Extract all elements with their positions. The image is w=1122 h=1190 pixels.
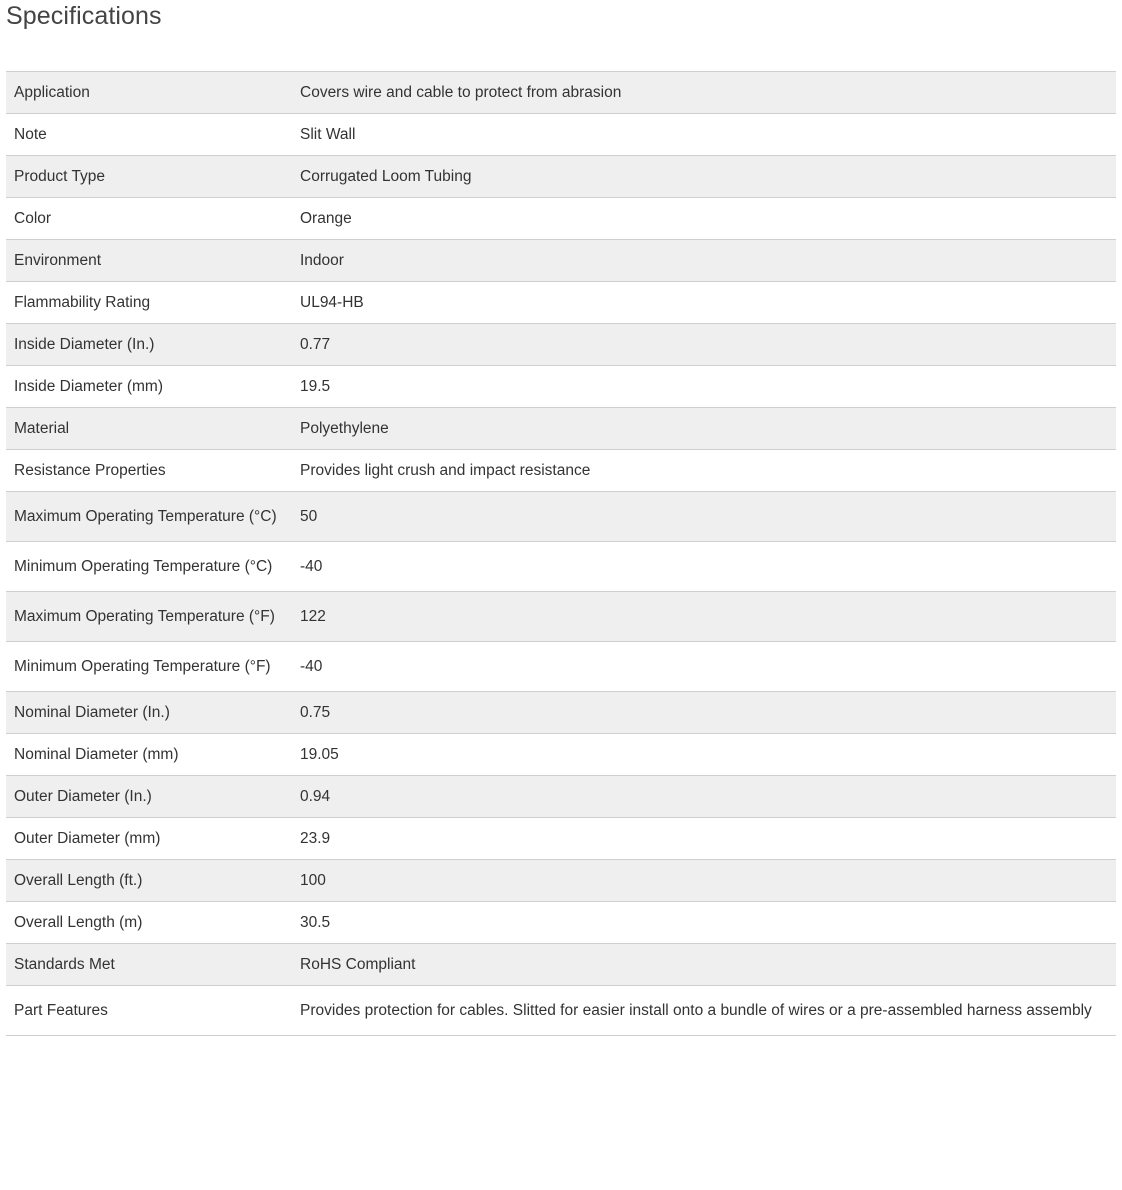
specifications-table [6, 71, 1116, 1036]
spec-value: Provides light crush and impact resistance [300, 462, 591, 479]
table-row [6, 592, 1116, 642]
spec-label: Overall Length (ft.) [14, 872, 143, 889]
table-row [6, 776, 1116, 818]
spec-value: 0.94 [300, 788, 331, 805]
spec-label: Inside Diameter (In.) [14, 336, 155, 353]
page-title: Specifications [6, 2, 162, 30]
spec-label: Outer Diameter (In.) [14, 788, 152, 805]
table-row [6, 944, 1116, 986]
spec-value: 50 [300, 508, 318, 525]
spec-value: UL94-HB [300, 294, 364, 311]
spec-label: Outer Diameter (mm) [14, 830, 161, 847]
spec-label: Inside Diameter (mm) [14, 378, 163, 395]
table-row [6, 366, 1116, 408]
spec-value: Orange [300, 210, 352, 227]
spec-label: Maximum Operating Temperature (°F) [14, 608, 275, 625]
spec-label: Application [14, 84, 90, 101]
spec-value: 0.77 [300, 336, 331, 353]
spec-value: RoHS Compliant [300, 956, 416, 973]
spec-value: 100 [300, 872, 326, 889]
spec-label: Minimum Operating Temperature (°F) [14, 658, 271, 675]
table-row [6, 156, 1116, 198]
spec-label: Part Features [14, 1002, 108, 1019]
table-row [6, 282, 1116, 324]
table-row [6, 860, 1116, 902]
table-row [6, 198, 1116, 240]
spec-label: Material [14, 420, 70, 437]
table-row [6, 450, 1116, 492]
spec-value: Indoor [300, 252, 344, 269]
spec-value: 30.5 [300, 914, 331, 931]
spec-value: 0.75 [300, 704, 331, 721]
table-row [6, 642, 1116, 692]
table-row [6, 902, 1116, 944]
table-row [6, 72, 1116, 114]
spec-label: Nominal Diameter (In.) [14, 704, 170, 721]
table-row [6, 818, 1116, 860]
table-row [6, 240, 1116, 282]
spec-value: 122 [300, 608, 326, 625]
table-row [6, 542, 1116, 592]
spec-value: -40 [300, 558, 323, 575]
table-row [6, 324, 1116, 366]
table-row [6, 408, 1116, 450]
spec-value: Covers wire and cable to protect from abrasion [300, 84, 622, 101]
spec-label: Environment [14, 252, 102, 269]
spec-label: Overall Length (m) [14, 914, 143, 931]
spec-label: Product Type [14, 168, 106, 185]
spec-label: Standards Met [14, 956, 115, 973]
spec-value: Provides protection for cables. Slitted for easier install onto a bundle of wires or a pre-assembled harness assembly [300, 1002, 1092, 1019]
spec-value: Polyethylene [300, 420, 389, 437]
spec-value: -40 [300, 658, 323, 675]
specifications-table-body [6, 72, 1116, 1036]
table-row [6, 734, 1116, 776]
table-row [6, 986, 1116, 1036]
table-row [6, 692, 1116, 734]
spec-label: Color [14, 210, 52, 227]
table-row [6, 114, 1116, 156]
spec-label: Maximum Operating Temperature (°C) [14, 508, 277, 525]
spec-value: 19.05 [300, 746, 339, 763]
spec-value: 19.5 [300, 378, 331, 395]
spec-value: 23.9 [300, 830, 331, 847]
spec-label: Nominal Diameter (mm) [14, 746, 179, 763]
spec-label: Flammability Rating [14, 294, 151, 311]
spec-value: Slit Wall [300, 126, 356, 143]
spec-label: Minimum Operating Temperature (°C) [14, 558, 273, 575]
spec-value: Corrugated Loom Tubing [300, 168, 472, 185]
spec-label: Resistance Properties [14, 462, 166, 479]
spec-label: Note [14, 126, 47, 143]
table-row [6, 492, 1116, 542]
